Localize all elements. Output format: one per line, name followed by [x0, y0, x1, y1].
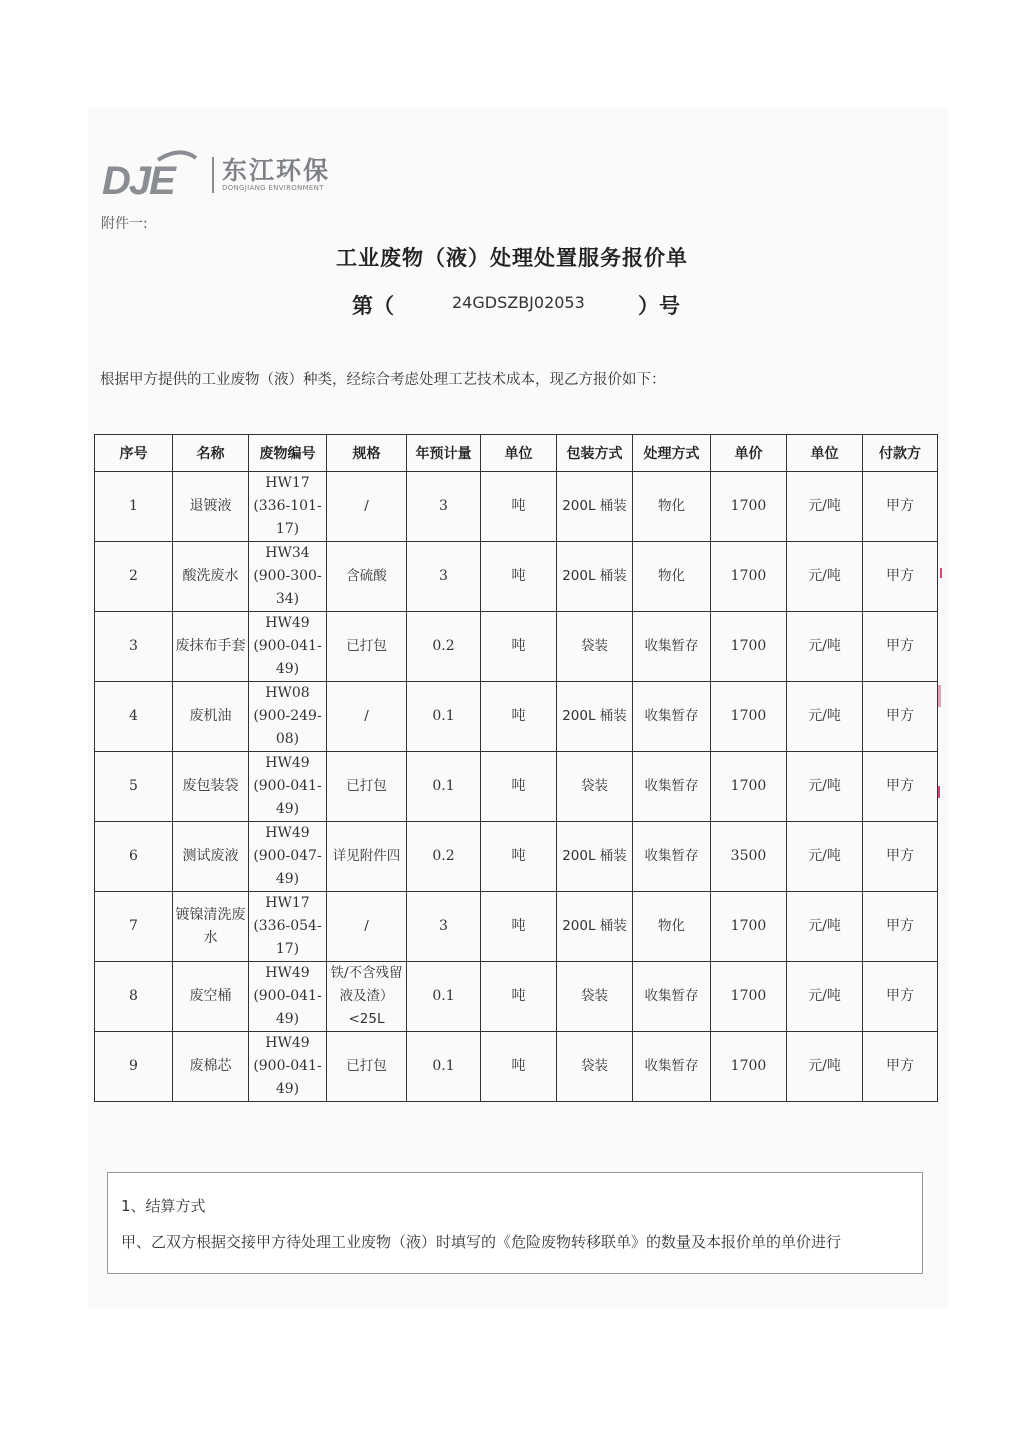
- cell-payer: 甲方: [863, 1032, 938, 1102]
- cell-unit: 吨: [481, 962, 557, 1032]
- header-cell: 名称: [173, 435, 249, 472]
- cell-spec: 已打包: [327, 752, 407, 822]
- table-row: [95, 542, 938, 612]
- quote-number-prefix: 第（: [352, 294, 394, 318]
- logo-divider: [212, 157, 214, 193]
- cell-spec: 详见附件四: [327, 822, 407, 892]
- cell-code: HW17 (336-054-17): [249, 892, 327, 962]
- cell-name: 废机油: [173, 682, 249, 752]
- cell-method: 物化: [633, 892, 711, 962]
- cell-payer: 甲方: [863, 612, 938, 682]
- cell-qty: 0.2: [407, 612, 481, 682]
- margin-mark: [938, 786, 940, 798]
- cell-qty: 0.1: [407, 1032, 481, 1102]
- settlement-text: 甲、乙双方根据交接甲方待处理工业废物（液）时填写的《危险废物转移联单》的数量及本报价单的单价进行: [121, 1233, 842, 1251]
- cell-no: 7: [95, 892, 173, 962]
- cell-unit: 吨: [481, 682, 557, 752]
- cell-name: 退镀液: [173, 472, 249, 542]
- cell-name: 废抹布手套: [173, 612, 249, 682]
- cell-unit: 吨: [481, 822, 557, 892]
- cell-no: 6: [95, 822, 173, 892]
- logo-letters: DJE: [102, 159, 174, 200]
- cell-name: 测试废液: [173, 822, 249, 892]
- settlement-heading: 1、结算方式: [121, 1197, 206, 1215]
- cell-unit: 吨: [481, 542, 557, 612]
- header-cell: 单位: [787, 435, 863, 472]
- cell-qty: 0.2: [407, 822, 481, 892]
- cell-code: HW49 (900-041-49): [249, 752, 327, 822]
- table-row: [95, 472, 938, 542]
- cell-name: 酸洗废水: [173, 542, 249, 612]
- header-cell: 年预计量: [407, 435, 481, 472]
- cell-price-unit: 元/吨: [787, 752, 863, 822]
- cell-spec: /: [327, 682, 407, 752]
- cell-payer: 甲方: [863, 822, 938, 892]
- cell-method: 收集暂存: [633, 822, 711, 892]
- cell-code: HW08 (900-249-08): [249, 682, 327, 752]
- table-row: [95, 822, 938, 892]
- cell-method: 收集暂存: [633, 962, 711, 1032]
- cell-price: 3500: [711, 822, 787, 892]
- cell-no: 1: [95, 472, 173, 542]
- cell-code: HW49 (900-047-49): [249, 822, 327, 892]
- cell-no: 2: [95, 542, 173, 612]
- cell-name: 废包装袋: [173, 752, 249, 822]
- cell-price: 1700: [711, 472, 787, 542]
- cell-unit: 吨: [481, 472, 557, 542]
- header-cell: 包装方式: [557, 435, 633, 472]
- cell-spec: 含硫酸: [327, 542, 407, 612]
- cell-qty: 0.1: [407, 752, 481, 822]
- cell-spec: 铁/不含残留液及渣）<25L: [327, 962, 407, 1032]
- cell-payer: 甲方: [863, 892, 938, 962]
- cell-unit: 吨: [481, 752, 557, 822]
- cell-pack: 200L 桶装: [557, 822, 633, 892]
- intro-text: 根据甲方提供的工业废物（液）种类，经综合考虑处理工艺技术成本，现乙方报价如下：: [100, 372, 666, 388]
- cell-pack: 袋装: [557, 752, 633, 822]
- cell-pack: 200L 桶装: [557, 542, 633, 612]
- quote-number: [352, 290, 692, 318]
- logo-chinese-name: 东江环保: [222, 155, 331, 185]
- table-row: [95, 892, 938, 962]
- cell-no: 9: [95, 1032, 173, 1102]
- logo-mark: [100, 150, 208, 200]
- cell-no: 5: [95, 752, 173, 822]
- quote-table: [94, 434, 938, 1102]
- attachment-label: 附件一:: [101, 216, 148, 232]
- cell-no: 3: [95, 612, 173, 682]
- cell-code: HW49 (900-041-49): [249, 612, 327, 682]
- cell-pack: 袋装: [557, 1032, 633, 1102]
- header-cell: 单价: [711, 435, 787, 472]
- cell-no: 4: [95, 682, 173, 752]
- cell-price: 1700: [711, 752, 787, 822]
- cell-code: HW17 (336-101-17): [249, 472, 327, 542]
- header-cell: 序号: [95, 435, 173, 472]
- cell-qty: 3: [407, 892, 481, 962]
- cell-price-unit: 元/吨: [787, 612, 863, 682]
- cell-qty: 3: [407, 542, 481, 612]
- cell-unit: 吨: [481, 1032, 557, 1102]
- company-logo: [100, 146, 340, 204]
- cell-method: 收集暂存: [633, 752, 711, 822]
- cell-qty: 0.1: [407, 962, 481, 1032]
- cell-name: 镀镍清洗废水: [173, 892, 249, 962]
- cell-unit: 吨: [481, 612, 557, 682]
- cell-price-unit: 元/吨: [787, 822, 863, 892]
- cell-price-unit: 元/吨: [787, 542, 863, 612]
- cell-pack: 200L 桶装: [557, 892, 633, 962]
- cell-price-unit: 元/吨: [787, 962, 863, 1032]
- cell-pack: 袋装: [557, 612, 633, 682]
- cell-method: 收集暂存: [633, 1032, 711, 1102]
- cell-qty: 0.1: [407, 682, 481, 752]
- cell-price: 1700: [711, 612, 787, 682]
- table-row: [95, 1032, 938, 1102]
- cell-name: 废空桶: [173, 962, 249, 1032]
- cell-method: 收集暂存: [633, 612, 711, 682]
- cell-spec: /: [327, 472, 407, 542]
- cell-price-unit: 元/吨: [787, 1032, 863, 1102]
- cell-payer: 甲方: [863, 472, 938, 542]
- header-cell: 处理方式: [633, 435, 711, 472]
- cell-price: 1700: [711, 892, 787, 962]
- cell-payer: 甲方: [863, 752, 938, 822]
- table-row: [95, 682, 938, 752]
- cell-name: 废棉芯: [173, 1032, 249, 1102]
- cell-price-unit: 元/吨: [787, 892, 863, 962]
- cell-payer: 甲方: [863, 962, 938, 1032]
- margin-mark: [938, 685, 941, 707]
- cell-method: 物化: [633, 542, 711, 612]
- table-header-row: [95, 435, 938, 472]
- cell-pack: 200L 桶装: [557, 682, 633, 752]
- cell-method: 收集暂存: [633, 682, 711, 752]
- table-row: [95, 612, 938, 682]
- header-cell: 付款方: [863, 435, 938, 472]
- header-cell: 废物编号: [249, 435, 327, 472]
- cell-price: 1700: [711, 962, 787, 1032]
- cell-payer: 甲方: [863, 682, 938, 752]
- document-title: 工业废物（液）处理处置服务报价单: [336, 246, 688, 270]
- cell-price: 1700: [711, 682, 787, 752]
- cell-no: 8: [95, 962, 173, 1032]
- quote-number-code: 24GDSZBJ02053: [452, 293, 585, 312]
- cell-code: HW49 (900-041-49): [249, 1032, 327, 1102]
- cell-code: HW34 (900-300-34): [249, 542, 327, 612]
- cell-pack: 200L 桶装: [557, 472, 633, 542]
- settlement-box: [107, 1172, 923, 1274]
- table-row: [95, 962, 938, 1032]
- logo-english-name: DONGJIANG ENVIRONMENT: [222, 184, 324, 193]
- table-row: [95, 752, 938, 822]
- cell-code: HW49 (900-041-49): [249, 962, 327, 1032]
- cell-pack: 袋装: [557, 962, 633, 1032]
- cell-payer: 甲方: [863, 542, 938, 612]
- header-cell: 规格: [327, 435, 407, 472]
- cell-unit: 吨: [481, 892, 557, 962]
- cell-price: 1700: [711, 1032, 787, 1102]
- cell-method: 物化: [633, 472, 711, 542]
- cell-spec: 已打包: [327, 612, 407, 682]
- cell-spec: /: [327, 892, 407, 962]
- cell-price-unit: 元/吨: [787, 682, 863, 752]
- quote-number-suffix: ）号: [638, 294, 680, 318]
- cell-price-unit: 元/吨: [787, 472, 863, 542]
- header-cell: 单位: [481, 435, 557, 472]
- cell-price: 1700: [711, 542, 787, 612]
- cell-qty: 3: [407, 472, 481, 542]
- margin-mark: [940, 568, 942, 578]
- cell-spec: 已打包: [327, 1032, 407, 1102]
